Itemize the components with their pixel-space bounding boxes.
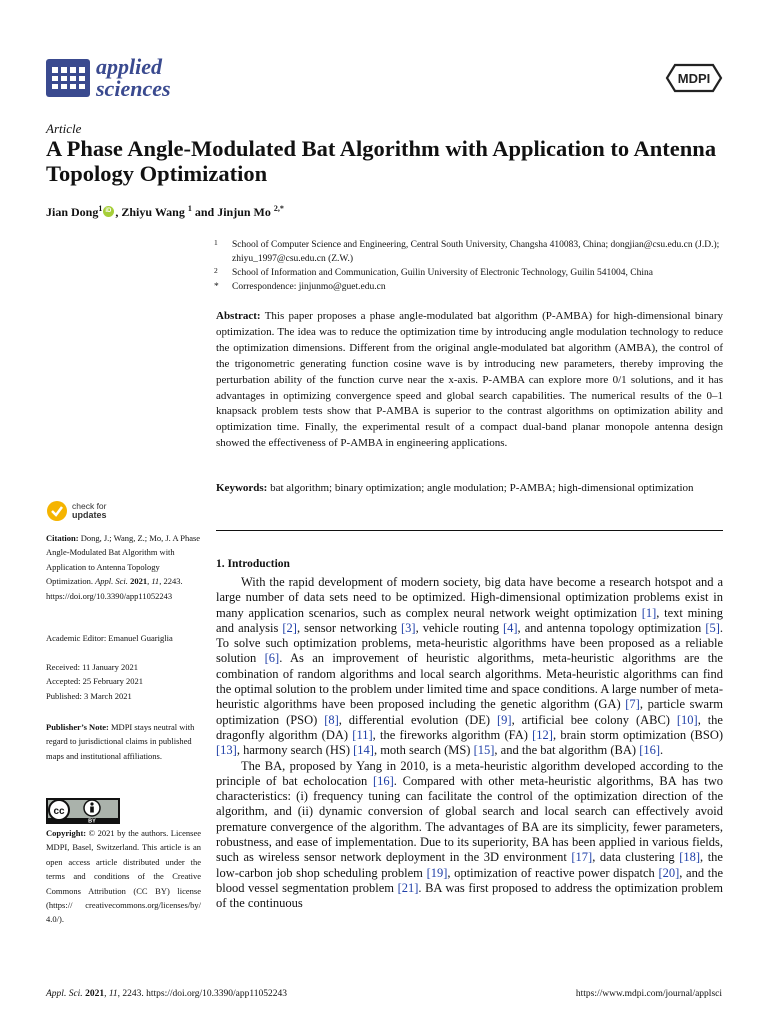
author-affil-mark: 1: [187, 204, 192, 213]
affiliations: [214, 238, 724, 294]
affiliation-text: School of Computer Science and Engineering, Central South University, Changsha 410083, China; dongjian@csu.edu.cn (J.D.); zhiyu_1997@csu.edu.cn (Z.W.): [232, 240, 720, 264]
paper-title: A Phase Angle-Modulated Bat Algorithm with Application to Antenna Topology Optimization: [46, 136, 717, 186]
reference-link[interactable]: [16]: [639, 743, 661, 758]
article-type: Article: [46, 121, 82, 136]
cc-by-license-icon[interactable]: [46, 798, 120, 824]
journal-name: applied sciences: [96, 54, 171, 101]
paragraph-text: , moth search (MS): [373, 743, 474, 758]
copyright: [46, 826, 201, 927]
citation-label: Citation:: [46, 533, 79, 543]
citation-block: Citation: Dong, J.; Wang, Z.; Mo, J. A Phase Angle-Modulated Bat Algorithm with Application to Antenna Topology Optimization. Appl. Sci. 2021, 11, 2243. https://doi.org/10.3390/app11052243: [46, 533, 201, 601]
paragraph-text: , optimization of reactive power dispatch: [447, 865, 659, 880]
abstract: [216, 309, 723, 452]
citation-volume: 11: [151, 576, 160, 587]
reference-link[interactable]: [4]: [502, 620, 518, 635]
reference-link[interactable]: [17]: [571, 850, 593, 865]
academic-editor: Academic Editor: Emanuel Guariglia: [46, 633, 173, 643]
author-name: Jian Dong: [46, 205, 99, 219]
check-for-updates-badge[interactable]: [46, 500, 107, 522]
abstract-label: Abstract:: [216, 310, 261, 322]
section-divider: [216, 530, 723, 531]
paragraph-text: . Compared with other meta-heuristic algorithms, BA has two characteristics: (i) frequency tuning can facilitate the control of the optimization direction of the algorithm, and (ii) dynamic conversion of global search and local search can effectively avoid premature convergence of the algorithm. The advantages of BA are its simplicity, fewer parameters, robustness, and ease of implementation. Due to its superiority, BA has been applied in various fields, such as wireless sensor network deployment in the 3D environment: [216, 773, 723, 865]
paragraph-text: , the dragonfly algorithm (DA): [216, 712, 723, 742]
received-date: Received: 11 January 2021: [46, 662, 138, 672]
paragraph-text: The BA, proposed by Yang in 2010, is a meta-heuristic algorithm developed according to the principle of bat echolocation: [216, 758, 723, 788]
paragraph-text: .: [660, 743, 664, 758]
paragraph-text: With the rapid development of modern society, big data have become a research hotspot and a large number of data sets need to be optimized. High-dimensional optimization problems exist in many application scenarios, such as complex neural network weight optimization: [216, 575, 723, 620]
author-affil-mark: 2,*: [273, 204, 284, 213]
reference-link[interactable]: [6]: [264, 651, 280, 666]
section-heading: 1. Introduction: [216, 558, 290, 570]
publisher-note-text: MDPI stays neutral with regard to jurisdictional claims in published maps and institutional affiliations.: [46, 722, 195, 761]
published-date: Published: 3 March 2021: [46, 690, 132, 701]
paragraph-text: , the fireworks algorithm (FA): [372, 727, 533, 742]
citation-doi[interactable]: , 2243. https://doi.org/10.3390/app11052243: [46, 576, 183, 601]
footer-volume: 11: [108, 989, 118, 999]
check-updates-line2: updates: [72, 510, 107, 520]
affiliation-mark: 2: [214, 266, 218, 275]
check-updates-line1: check for: [72, 501, 107, 511]
keywords: [216, 481, 723, 497]
reference-link[interactable]: [20]: [658, 865, 680, 880]
mdpi-logo-icon[interactable]: [665, 63, 723, 93]
reference-link[interactable]: [18]: [679, 850, 701, 865]
reference-link[interactable]: [13]: [216, 743, 237, 758]
paragraph-text: , differential evolution (DE): [338, 712, 497, 727]
paragraph-text: , vehicle routing: [415, 620, 503, 635]
copyright-text: © 2021 by the authors. Licensee MDPI, Basel, Switzerland. This article is an open access article distributed under the terms and conditions of the Creative Commons Attribution (CC BY) license (https:// creativecommons.org/licenses/by/ 4.0/).: [46, 828, 201, 925]
author-name: , Zhiyu Wang: [115, 205, 185, 219]
reference-link[interactable]: [14]: [353, 743, 374, 758]
footer-journal: Appl. Sci.: [46, 989, 83, 999]
paragraph-text: , and the blood vessel segmentation problem: [216, 865, 724, 895]
reference-link[interactable]: [3]: [401, 620, 416, 635]
paragraph-text: . As an improvement of heuristic algorithms, meta-heuristic algorithms are the combination of random algorithms and local search algorithms. Meta-heuristic algorithms can find the optimal solution to the problem under limited time and space conditions. A large number of meta-heuristic algorithms have been proposed including the genetic algorithm (GA): [216, 651, 723, 712]
reference-link[interactable]: [19]: [426, 865, 448, 880]
affiliation-mark: *: [214, 282, 219, 292]
journal-emblem-icon: [46, 59, 90, 97]
paragraph-text: , artificial bee colony (ABC): [511, 712, 677, 727]
orcid-icon[interactable]: [103, 206, 114, 217]
reference-link[interactable]: [21]: [397, 880, 419, 895]
affiliation-item: [214, 280, 724, 294]
reference-link[interactable]: [15]: [473, 743, 495, 758]
reference-link[interactable]: [1]: [641, 605, 657, 620]
footer-doi[interactable]: , 2243. https://doi.org/10.3390/app11052243: [117, 989, 288, 999]
paragraph-text: , and the bat algorithm (BA): [494, 743, 640, 758]
footer-year: 2021: [85, 989, 105, 999]
publisher-note-label: Publisher’s Note:: [46, 722, 109, 732]
affiliation-text: School of Information and Communication, Guilin University of Electronic Technology, Guilin 541004, China: [232, 268, 653, 278]
copyright-label: Copyright:: [46, 828, 87, 838]
accepted-date: Accepted: 25 February 2021: [46, 676, 144, 687]
affiliation-item: [214, 266, 724, 280]
reference-link[interactable]: [5]: [705, 620, 720, 635]
history-dates: [46, 660, 201, 703]
paragraph-text: , text mining and analysis: [216, 605, 723, 635]
affiliation-text: Correspondence: jinjunmo@guet.edu.cn: [232, 282, 386, 292]
citation-journal: Appl. Sci.: [95, 576, 128, 587]
reference-link[interactable]: [16]: [372, 773, 394, 788]
author-list: [46, 204, 284, 220]
footer-journal-url[interactable]: https://www.mdpi.com/journal/applsci: [575, 989, 722, 999]
abstract-text: This paper proposes a phase angle-modulated bat algorithm (P-AMBA) for high-dimensional binary optimization. The idea was to reduce the optimization time by introducing angle modulation technology to reduce the optimization dimensions. Different from the original angle-modulated bat algorithm (AMBA), the control of the trigonometric generating function cosine wave is by introducing new parameters, thereby improving the perturbation ability of the function curve near the x-axis. P-AMBA can explore more 0/1 solutions, and it has advantages in optimizing convergence speed and global search capabilities. The numerical results of the 0–1 knapsack problem tests show that P-AMBA is superior to the contrast algorithms on optimization ability and optimization time. Finally, the experimental result of a compact dual-band planar monopole antenna design showed the effectiveness of P-AMBA in engineering applications.: [216, 310, 723, 450]
reference-link[interactable]: [8]: [324, 712, 339, 727]
citation-year: 2021: [130, 576, 148, 587]
cc-text: cc: [53, 806, 65, 817]
footer-citation: Appl. Sci. 2021, 11, 2243. https://doi.org/10.3390/app11052243: [46, 989, 288, 999]
publisher-name: MDPI: [677, 71, 711, 86]
reference-link[interactable]: [11]: [352, 727, 373, 742]
reference-link[interactable]: [12]: [532, 727, 553, 742]
author-affil-mark: 1: [98, 204, 103, 213]
check-updates-icon: [46, 500, 68, 522]
reference-link[interactable]: [2]: [282, 620, 297, 635]
reference-link[interactable]: [10]: [676, 712, 698, 727]
paragraph-text: , harmony search (HS): [236, 743, 354, 758]
citation-text: Dong, J.; Wang, Z.; Mo, J. A Phase Angle-Modulated Bat Algorithm with Application to Antenna Topology Optimization.: [46, 533, 201, 587]
paragraph-text: , and antenna topology optimization: [517, 620, 706, 635]
reference-link[interactable]: [7]: [625, 697, 640, 712]
paragraph-text: . To solve such optimization problems, meta-heuristic algorithms have been proposed as a reliable solution: [216, 620, 724, 666]
affiliation-item: [214, 238, 724, 266]
publisher-note: [46, 720, 201, 763]
paragraph-text: , particle swarm optimization (PSO): [216, 697, 723, 727]
intro-paragraph-1: [216, 575, 723, 759]
author-name: and Jinjun Mo: [191, 205, 271, 219]
paragraph-text: , sensor networking: [296, 620, 401, 635]
reference-link[interactable]: [9]: [496, 712, 512, 727]
paragraph-text: , the low-carbon job shop scheduling problem: [216, 850, 723, 880]
cc-by-text: BY: [88, 818, 96, 824]
affiliation-mark: 1: [214, 238, 218, 247]
intro-body: [216, 575, 723, 912]
keywords-label: Keywords:: [216, 482, 268, 494]
paragraph-text: , data clustering: [592, 850, 680, 865]
journal-logo[interactable]: [46, 56, 171, 100]
keywords-text: bat algorithm; binary optimization; angle modulation; P-AMBA; high-dimensional optimization: [270, 482, 694, 494]
paragraph-text: . BA was first proposed to address the optimization problem of the continuous: [216, 880, 723, 911]
intro-paragraph-2: [216, 759, 723, 912]
paragraph-text: , brain storm optimization (BSO): [552, 727, 724, 742]
